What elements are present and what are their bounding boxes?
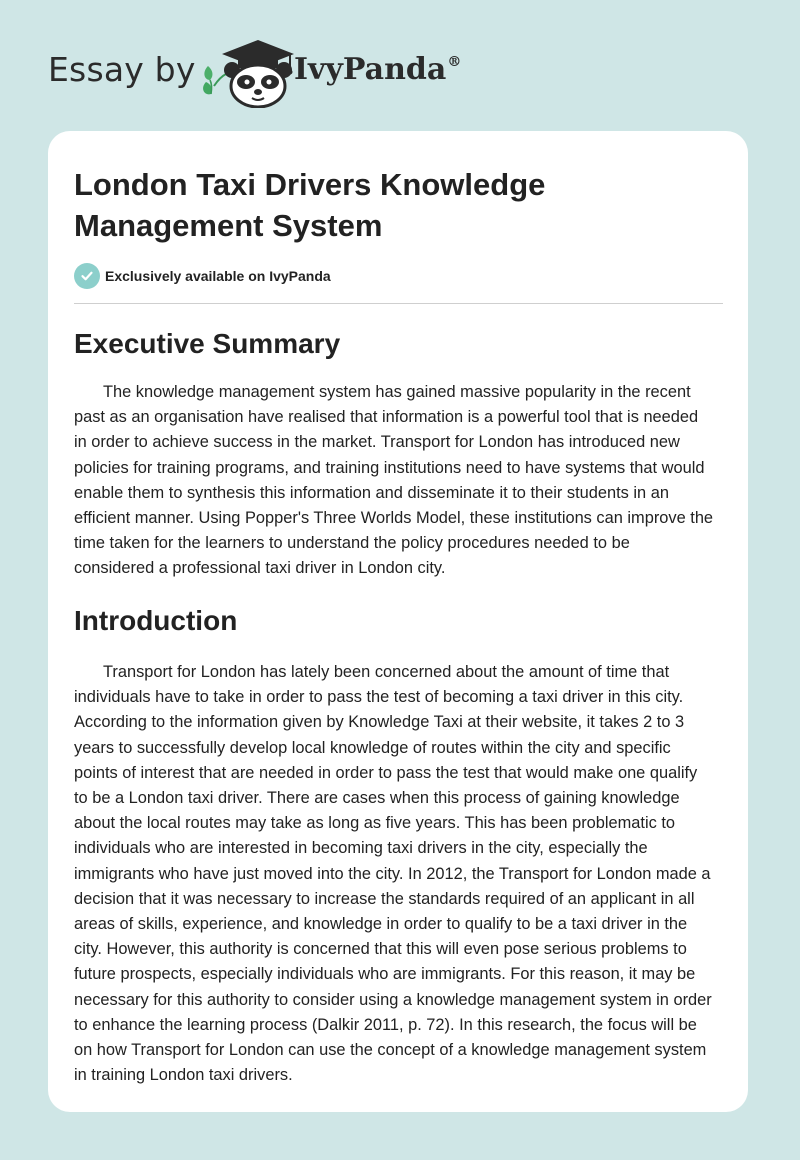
section-body: The knowledge management system has gained massive popularity in the recent past as an organisation have realised that information is a powerful tool that is needed in order to achieve success in the market. Transport for London has introduced new policies for training programs, and training institutions need to have systems that would enable them to synthesis this information and disseminate it to their students in an efficient manner. Using Popper's Three Worlds Model, these institutions can improve the time taken for the learners to understand the policy procedures needed to be considered a professional taxi driver in London city. — [74, 383, 714, 578]
essay-by-label: Essay by — [48, 50, 196, 89]
divider — [74, 303, 723, 304]
registered-mark: ® — [447, 54, 462, 70]
exclusive-badge — [74, 263, 331, 289]
section-introduction — [74, 604, 714, 1088]
article-card — [48, 131, 748, 1112]
section-executive-summary — [74, 327, 714, 582]
site-header — [48, 34, 508, 110]
section-heading: Executive Summary — [74, 328, 341, 359]
exclusive-badge-label: Exclusively available on IvyPanda — [105, 268, 331, 284]
brand-name[interactable]: IvyPanda® — [294, 52, 462, 87]
panda-graduate-icon — [200, 36, 296, 108]
section-body: Transport for London has lately been concerned about the amount of time that individuals have to take in order to pass the test of becoming a taxi driver in this city. According to the information given by Knowledge Taxi at their website, it takes 2 to 3 years to successfully develop local knowledge of routes within the city and specific points of interest that are needed in order to pass the test that would make one qualify to be a London taxi driver. There are cases when this process of gaining knowledge about the local routes may take as long as five years. This has been problematic to individuals who are interested in becoming taxi drivers in the city, especially the immigrants who have just moved into the city. In 2012, the Transport for London made a decision that it was necessary to increase the standards required of an applicant in all areas of skills, experience, and knowledge in order to qualify to be a taxi driver in the city. However, this authority is concerned that this will even pose serious problems to future prospects, especially individuals who are immigrants. For this reason, it may be necessary for this authority to consider using a knowledge management system in order to enhance the learning process (Dalkir 2011, p. 72). In this research, the focus will be on how Transport for London can use the concept of a knowledge management system in training London taxi drivers. — [74, 663, 712, 1085]
article-title: London Taxi Drivers Knowledge Management System — [74, 167, 546, 243]
section-heading: Introduction — [74, 605, 238, 636]
check-circle-icon — [74, 263, 100, 289]
